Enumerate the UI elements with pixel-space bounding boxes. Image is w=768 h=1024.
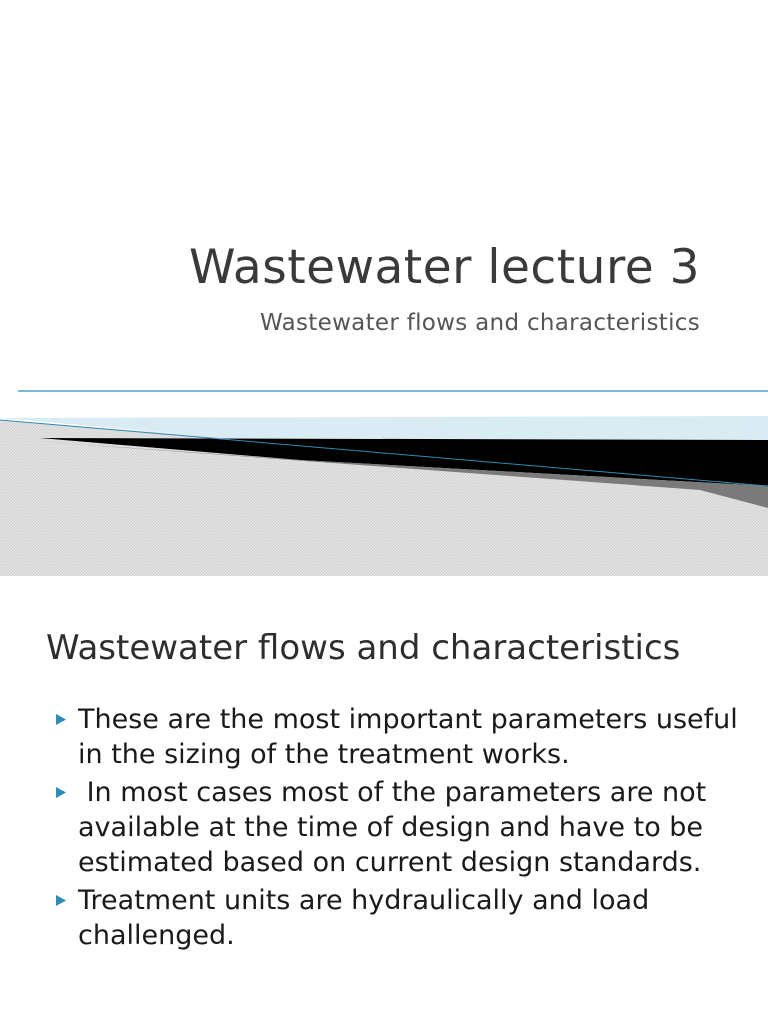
slide-heading: Wastewater flows and characteristics [46, 628, 681, 668]
triangle-right-icon [56, 787, 66, 798]
slide-title: Wastewater lecture 3 [188, 240, 700, 295]
bullet-item [54, 702, 744, 772]
bullet-item [54, 775, 744, 880]
slide-subtitle: Wastewater flows and characteristics [260, 310, 700, 336]
bullet-text: These are the most important parameters useful in the sizing of the treatment works. [78, 704, 738, 770]
triangle-right-icon [56, 895, 66, 906]
decorative-banner [0, 380, 768, 576]
bullet-list [54, 702, 744, 956]
triangle-right-icon [56, 714, 66, 725]
bullet-text: Treatment units are hydraulically and load challenged. [78, 885, 650, 951]
bullet-item [54, 883, 744, 953]
content-slide [0, 576, 768, 1024]
bullet-text: In most cases most of the parameters are not available at the time of design and have to be estimated based on current design standards. [78, 777, 715, 878]
